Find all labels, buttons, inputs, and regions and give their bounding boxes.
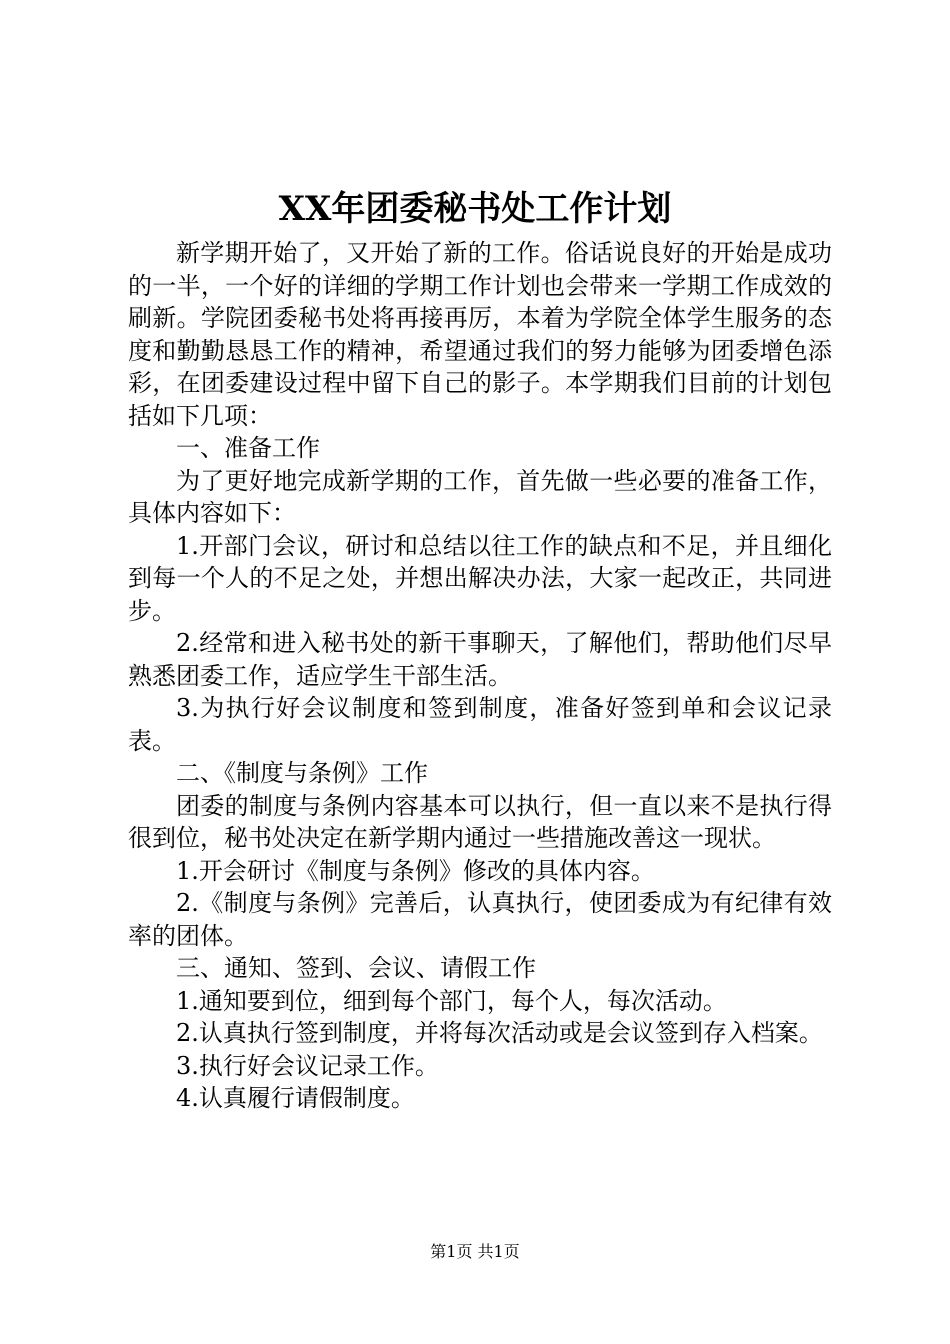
page-number-footer: 第1页 共1页	[430, 1242, 520, 1261]
list-item: 3.执行好会议记录工作。	[176, 1051, 439, 1080]
intro-paragraph: 新学期开始了，又开始了新的工作。俗话说良好的开始是成功的一半，一个好的详细的学期工作计划也会带来一学期工作成效的刷新。学院团委秘书处将再接再厉，本着为学院全体学生服务的态度和勤勤恳恳工作的精神，希望通过我们的努力能够为团委增色添彩，在团委建设过程中留下自己的影子。本学期我们目前的计划包括如下几项：	[128, 239, 832, 430]
list-item: 3.为执行好会议制度和签到制度，准备好签到单和会议记录表。	[128, 694, 832, 755]
list-item: 2.认真执行签到制度，并将每次活动或是会议签到存入档案。	[176, 1019, 823, 1047]
list-item: 1.通知要到位，细到每个部门，每个人，每次活动。	[176, 986, 727, 1015]
section-heading-preparation: 一、准备工作	[176, 434, 320, 462]
paragraph: 为了更好地完成新学期的工作，首先做一些必要的准备工作，具体内容如下：	[128, 466, 832, 527]
paragraph: 团委的制度与条例内容基本可以执行，但一直以来不是执行得很到位，秘书处决定在新学期内通过一些措施改善这一现状。	[128, 791, 832, 852]
list-item: 2.经常和进入秘书处的新干事聊天，了解他们，帮助他们尽早熟悉团委工作，适应学生干部生活。	[128, 629, 832, 690]
section-heading-regulations: 二、《制度与条例》工作	[176, 759, 428, 787]
section-heading-notices: 三、通知、签到、会议、请假工作	[176, 954, 536, 982]
document-title: XX年团委秘书处工作计划	[278, 189, 672, 229]
list-item: 4.认真履行请假制度。	[176, 1084, 415, 1112]
list-item: 1.开会研讨《制度与条例》修改的具体内容。	[176, 856, 655, 885]
list-item: 2.《制度与条例》完善后，认真执行，使团委成为有纪律有效率的团体。	[128, 889, 832, 950]
list-item: 1.开部门会议，研讨和总结以往工作的缺点和不足，并且细化到每一个人的不足之处，并想出解决办法，大家一起改正，共同进步。	[128, 531, 832, 625]
document-body	[128, 237, 832, 1115]
